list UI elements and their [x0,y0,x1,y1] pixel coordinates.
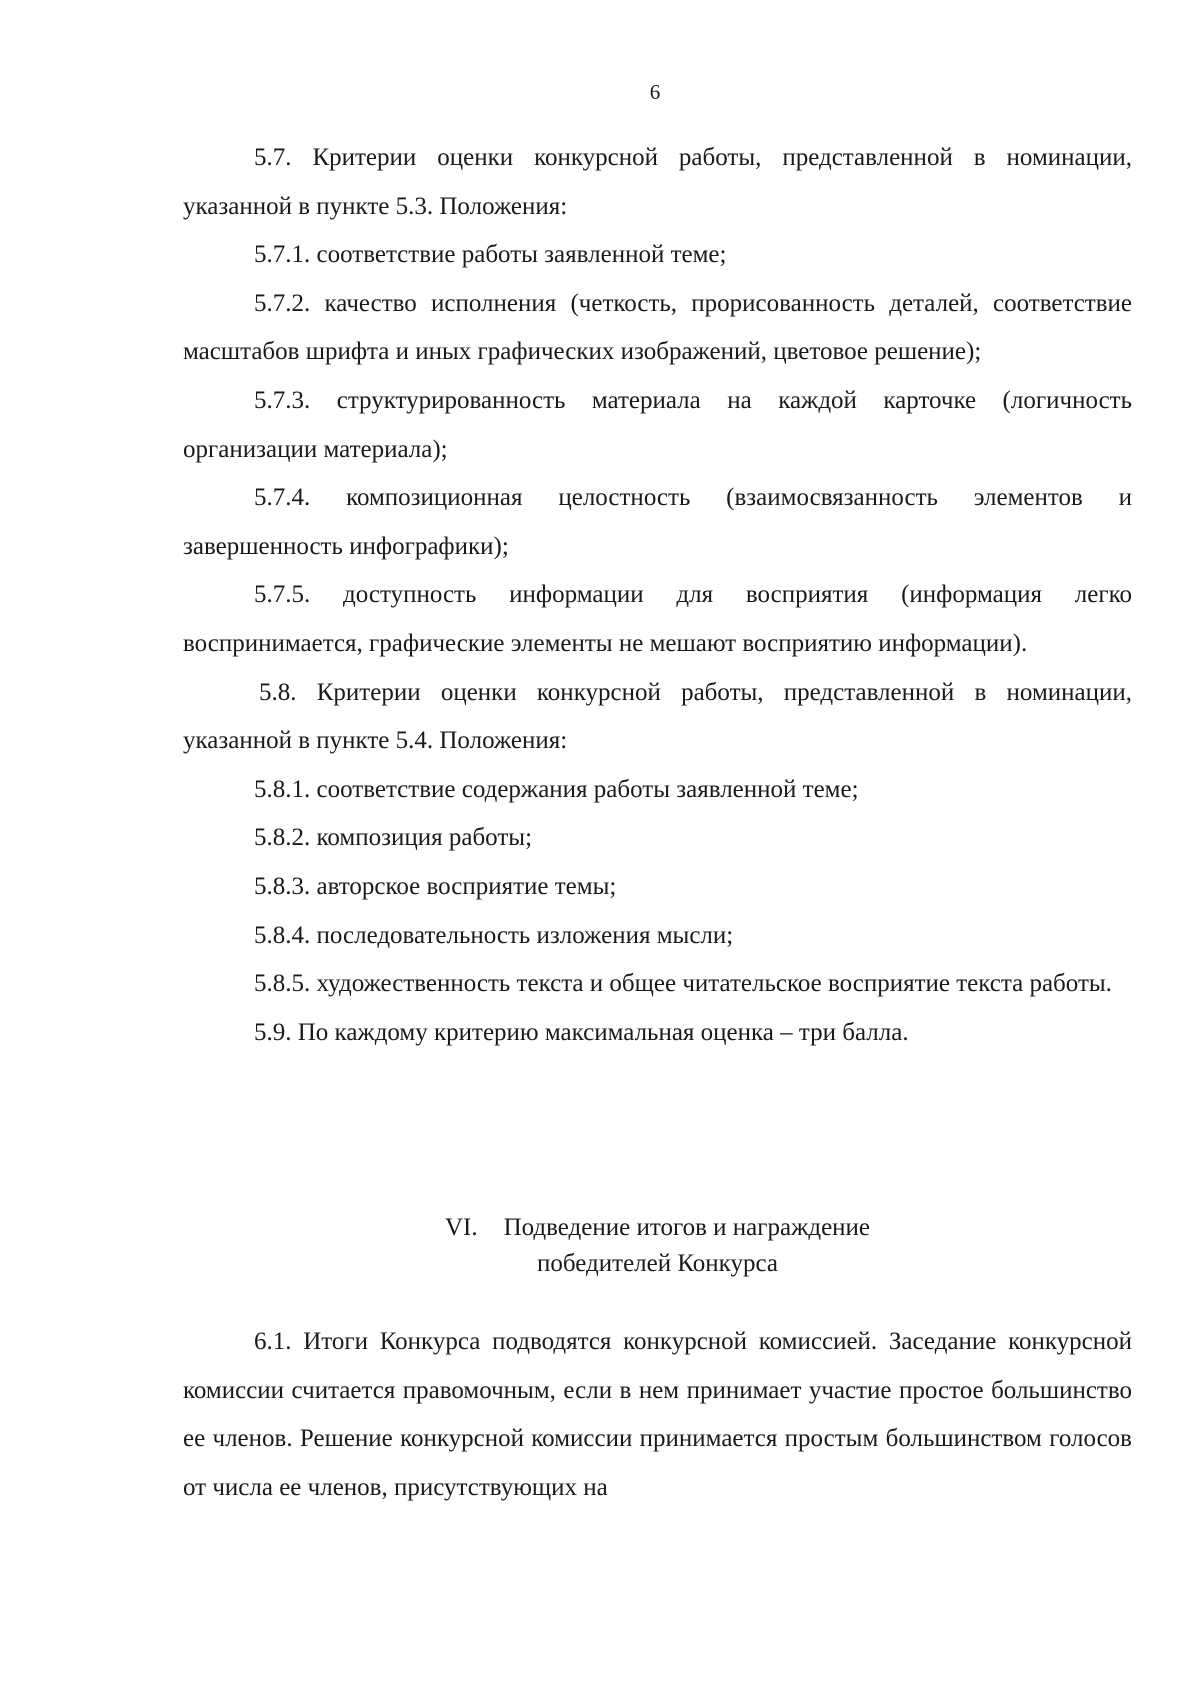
section-title-line2: победителей Конкурса [537,1250,778,1277]
section-number: VI. [444,1214,478,1241]
paragraph-5-9: 5.9. По каждому критерию максимальная оценка – три балла. [254,1018,909,1046]
page-number: 6 [649,80,661,104]
section-title-line1: Подведение итогов и награждение [503,1214,871,1241]
paragraph-5-7-3: 5.7.3. структурированность материала на каждой карточке (логичность организации материала); [183,386,1132,463]
paragraph-5-8-5: 5.8.5. художественность текста и общее читательское восприятие текста работы. [254,970,1112,998]
paragraph-5-7-5: 5.7.5. доступность информации для восприятия (информация легко воспринимается, графические элементы не мешают восприятию информации). [183,581,1132,657]
paragraph-5-7-4: 5.7.4. композиционная целостность (взаимосвязанность элементов и завершенность инфографики); [183,484,1132,560]
criteria-text [183,134,1132,1057]
paragraph-5-8-1: 5.8.1. соответствие содержания работы заявленной теме; [254,775,859,803]
paragraph-5-8: 5.8. Критерии оценки конкурсной работы, представленной в номинации, указанной в пункте 5.4. Положения: [183,678,1132,755]
paragraph-5-8-3: 5.8.3. авторское восприятие темы; [254,872,617,900]
paragraph-5-8-2: 5.8.2. композиция работы; [254,824,533,852]
paragraph-6-1: 6.1. Итоги Конкурса подводятся конкурсной комиссией. Заседание конкурсной комиссии считается правомочным, если в нем принимает участие простое большинство ее членов. Решение конкурсной комиссии принимается простым большинством голосов от числа ее членов, присутствующих на [183,1328,1132,1501]
paragraph-5-8-4: 5.8.4. последовательность изложения мысли; [254,921,734,949]
paragraph-5-7-2: 5.7.2. качество исполнения (четкость, прорисованность деталей, соответствие масштабов шрифта и иных графических изображений, цветовое решение); [183,289,1132,366]
section-text [183,1318,1132,1512]
section-heading [183,1210,1132,1282]
paragraph-5-7-1: 5.7.1. соответствие работы заявленной теме; [254,241,727,269]
paragraph-5-7: 5.7. Критерии оценки конкурсной работы, представленной в номинации, указанной в пункте 5.3. Положения: [183,144,1132,220]
section-heading-line1 [183,1210,1132,1246]
